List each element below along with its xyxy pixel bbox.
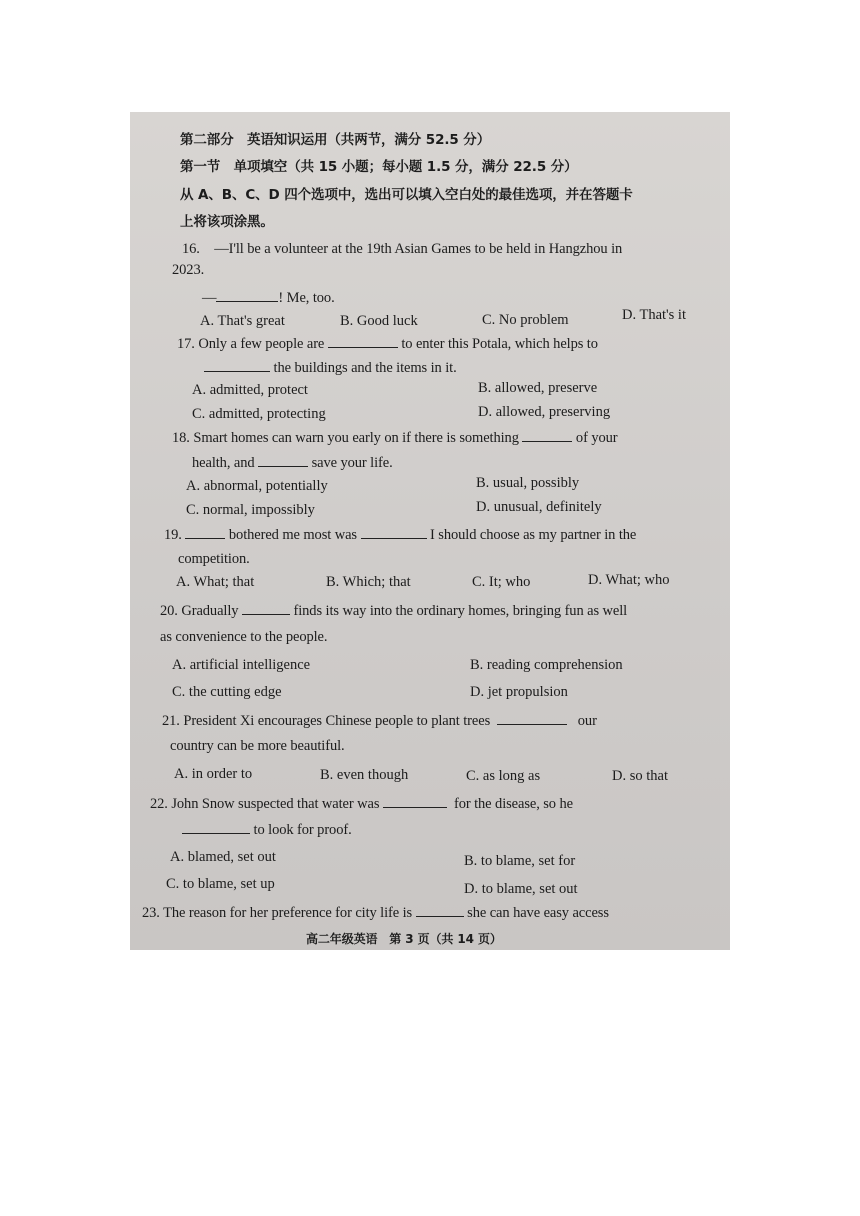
exam-page-photo: [130, 112, 730, 950]
question-21-option-a: A. in order to: [174, 766, 253, 782]
question-18-option-a: A. abnormal, potentially: [186, 478, 328, 494]
question-22-line-2: to look for proof.: [182, 821, 352, 839]
question-19-line-2: competition.: [178, 551, 250, 567]
question-17-option-a: A. admitted, protect: [192, 382, 308, 398]
question-18-line-2: health, and save your life.: [192, 455, 393, 471]
question-19-option-a: A. What; that: [176, 574, 255, 590]
question-17-option-d: D. allowed, preserving: [478, 404, 611, 420]
question-19-option-d: D. What; who: [588, 572, 670, 588]
question-20-option-a: A. artificial intelligence: [172, 657, 311, 673]
question-22-option-b: B. to blame, set for: [464, 853, 576, 869]
question-22-line-1: 22. John Snow suspected that water was for the disease, so he: [150, 796, 573, 812]
section-title: 第二部分 英语知识运用（共两节，满分 52.5 分）: [180, 132, 491, 148]
question-16-line-1: 16. —I'll be a volunteer at the 19th Asian Games to be held in Hangzhou in: [182, 241, 623, 257]
question-19-option-b: B. Which; that: [326, 574, 411, 590]
question-16-option-a: A. That's great: [200, 313, 285, 329]
question-20-option-c: C. the cutting edge: [172, 684, 282, 700]
subsection-title: 第一节 单项填空（共 15 小题；每小题 1.5 分，满分 22.5 分）: [180, 159, 578, 175]
instruction-line-2: 上将该项涂黑。: [180, 214, 274, 230]
question-22-option-a: A. blamed, set out: [170, 849, 276, 865]
question-22-option-d: D. to blame, set out: [464, 881, 578, 897]
exam-content: [130, 112, 730, 950]
question-20-line-2: as convenience to the people.: [160, 629, 328, 645]
question-16-option-b: B. Good luck: [340, 313, 418, 329]
page-footer: 高二年级英语 第 3 页（共 14 页）: [306, 932, 502, 946]
question-19-option-c: C. It; who: [472, 574, 531, 590]
question-21-option-d: D. so that: [612, 768, 668, 784]
question-22-option-c: C. to blame, set up: [166, 876, 275, 892]
question-16-option-c: C. No problem: [482, 312, 569, 328]
question-18-option-d: D. unusual, definitely: [476, 499, 602, 515]
question-20-line-1: 20. Gradually finds its way into the ordinary homes, bringing fun as well: [160, 603, 628, 619]
question-23-line-1: 23. The reason for her preference for city life is she can have easy access: [142, 905, 609, 921]
question-21-option-c: C. as long as: [466, 768, 541, 784]
question-21-line-1: 21. President Xi encourages Chinese people to plant trees our: [162, 713, 597, 729]
instruction-line-1: 从 A、B、C、D 四个选项中，选出可以填入空白处的最佳选项，并在答题卡: [180, 187, 633, 203]
question-19-line-1: 19. bothered me most was I should choose as my partner in the: [164, 527, 637, 543]
question-16-line-2: 2023.: [172, 262, 205, 278]
question-17-option-c: C. admitted, protecting: [192, 406, 326, 422]
question-18-option-c: C. normal, impossibly: [186, 502, 315, 518]
question-17-option-b: B. allowed, preserve: [478, 380, 598, 396]
question-20-option-d: D. jet propulsion: [470, 684, 568, 700]
question-17-line-2: the buildings and the items in it.: [204, 359, 457, 377]
question-21-line-2: country can be more beautiful.: [170, 738, 345, 754]
question-18-line-1: 18. Smart homes can warn you early on if there is something of your: [172, 430, 618, 446]
question-17-line-1: 17. Only a few people are to enter this Potala, which helps to: [177, 336, 598, 352]
question-18-option-b: B. usual, possibly: [476, 475, 580, 491]
question-16-line-3: — ! Me, too.: [202, 290, 335, 306]
question-16-option-d: D. That's it: [622, 307, 686, 323]
question-21-option-b: B. even though: [320, 767, 409, 783]
question-20-option-b: B. reading comprehension: [470, 657, 623, 673]
